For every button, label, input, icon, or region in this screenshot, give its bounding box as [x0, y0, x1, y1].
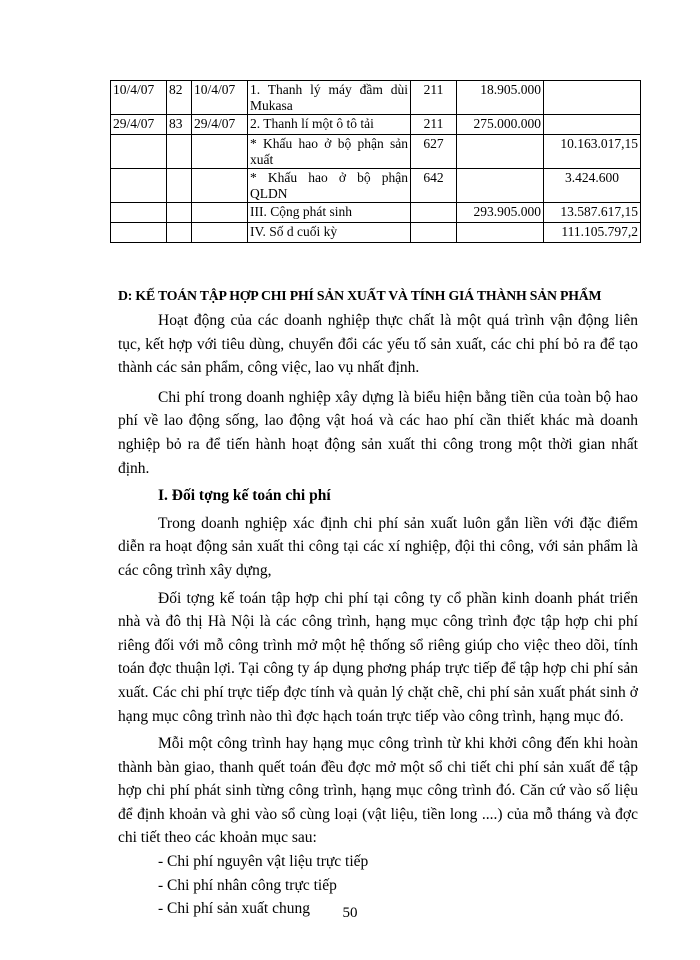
page-number: 50	[342, 905, 358, 921]
table-cell: 10/4/07	[111, 81, 167, 115]
table-cell	[192, 203, 248, 223]
ledger-table	[110, 80, 641, 243]
section-i-title: I. Đối tợng kế toán chi phí	[158, 487, 331, 505]
table-cell	[192, 169, 248, 203]
table-cell	[167, 169, 192, 203]
table-cell	[111, 223, 167, 243]
table-cell: 211	[411, 115, 457, 135]
table-cell	[111, 169, 167, 203]
table-cell: 10/4/07	[192, 81, 248, 115]
table-cell	[457, 223, 544, 243]
table-row	[111, 203, 641, 223]
paragraph: Trong doanh nghiệp xác định chi phí sản xuất luôn gắn liền với đặc điểm diễn ra hoạt động sản xuất thi công tại các xí nghiệp, đội thi công, với sản phẩm là các công trình xây dựng,	[118, 514, 638, 579]
table-cell	[111, 135, 167, 169]
table-cell: 111.105.797,2	[544, 223, 641, 243]
table-cell: 3.424.600	[544, 169, 641, 203]
table-cell	[544, 81, 641, 115]
table-row	[111, 169, 641, 203]
table-cell: * Khấu hao ở bộ phận QLDN	[248, 169, 411, 203]
list-item: - Chi phí nhân công trực tiếp	[158, 876, 337, 894]
table-cell	[411, 203, 457, 223]
table-cell: 83	[167, 115, 192, 135]
table-cell: 293.905.000	[457, 203, 544, 223]
table-cell	[192, 223, 248, 243]
table-cell: 1. Thanh lý máy đầm dùi Mukasa	[248, 81, 411, 115]
table-cell: 627	[411, 135, 457, 169]
paragraph: Hoạt động của các doanh nghiệp thực chất là một quá trình vận động liên tục, kết hợp với tiêu dùng, chuyển đổi các yếu tố sản xuất, các chi phí bỏ ra để tạo thành các sản phẩm, công việc, lao vụ nhất định.	[118, 312, 638, 377]
table-cell	[167, 203, 192, 223]
paragraph: Mỗi một công trình hay hạng mục công trình từ khi khởi công đến khi hoàn thành bàn giao, thanh quết toán đều đợc mở một sổ chi tiết chi phí sản xuất để tập hợp chi phí phát sinh từng công trình, hạng mục công trình đó. Căn cứ vào số liệu để định khoản và ghi vào sổ cùng loại (vật liệu, tiền long ....) của mỗ tháng và đợc chi tiết theo các khoản mục sau:	[118, 735, 638, 847]
table-cell: 642	[411, 169, 457, 203]
table-cell: 275.000.000	[457, 115, 544, 135]
table-cell: III. Cộng phát sinh	[248, 203, 411, 223]
body-text	[118, 309, 638, 921]
list-item: - Chi phí sản xuất chung	[158, 900, 310, 918]
table-cell	[192, 135, 248, 169]
table-cell	[111, 203, 167, 223]
table-cell	[167, 135, 192, 169]
table-row	[111, 135, 641, 169]
table-row	[111, 81, 641, 115]
table-cell	[457, 135, 544, 169]
table-cell: 18.905.000	[457, 81, 544, 115]
list-item: - Chi phí nguyên vật liệu trực tiếp	[158, 853, 369, 871]
section-d-heading: D: KẾ TOÁN TẬP HỢP CHI PHÍ SẢN XUẤT VÀ TÍNH GIÁ THÀNH SẢN PHẨM	[118, 288, 602, 303]
table-cell: IV. Số d cuối kỳ	[248, 223, 411, 243]
paragraph: Đối tợng kế toán tập hợp chi phí tại công ty cổ phần kinh doanh phát triển nhà và đô thị Hà Nội là các công trình, hạng mục công trình đợc tập hợp chi phí riêng đối với mỗ công trình mở một hệ thống sổ riêng giúp cho việc theo dõi, tính toán đợc thuận lợi. Tại công ty áp dụng phơng pháp trực tiếp để tập hợp chi phí sản xuất. Các chi phí trực tiếp đợc tính và quản lý chặt chẽ, chi phí sản xuất phát sinh ở hạng mục công trình nào thì đợc hạch toán trực tiếp vào công trình, hạng mục đó.	[118, 589, 638, 725]
table-cell	[544, 115, 641, 135]
table-cell	[167, 223, 192, 243]
table-cell: * Khấu hao ở bộ phận sản xuất	[248, 135, 411, 169]
table-cell	[457, 169, 544, 203]
table-cell: 29/4/07	[192, 115, 248, 135]
paragraph: Chi phí trong doanh nghiệp xây dựng là biểu hiện bằng tiền của toàn bộ hao phí về lao động sống, lao động vật hoá và các hao phí cần thiết khác mà doanh nghiệp bỏ ra để tiến hành hoạt động sản xuất thi công trong một thời gian nhất định.	[118, 388, 638, 477]
table-row	[111, 223, 641, 243]
table-cell: 13.587.617,15	[544, 203, 641, 223]
table-cell: 82	[167, 81, 192, 115]
table-cell	[411, 223, 457, 243]
table-cell: 211	[411, 81, 457, 115]
table-row	[111, 115, 641, 135]
table-cell: 29/4/07	[111, 115, 167, 135]
table-cell: 10.163.017,15	[544, 135, 641, 169]
table-cell: 2. Thanh lí một ô tô tải	[248, 115, 411, 135]
